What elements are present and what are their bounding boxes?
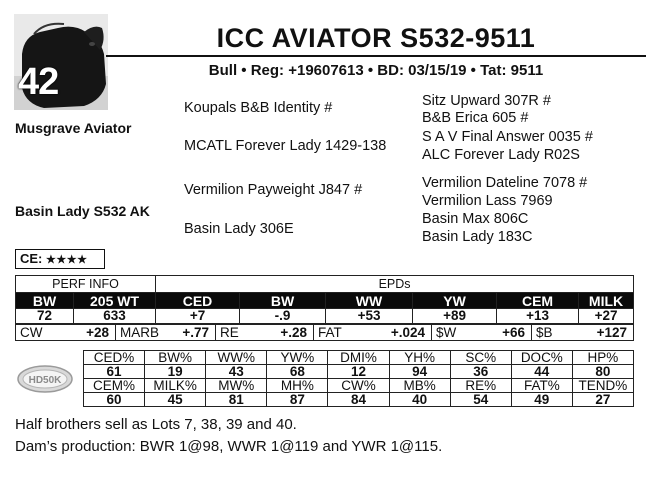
col-header: 205 WT <box>74 293 156 309</box>
hd50k-value: 44 <box>511 365 572 379</box>
sire-dam-dam: ALC Forever Lady R02S <box>422 147 580 163</box>
hd50k-table <box>83 350 634 407</box>
index-label: $B <box>536 324 553 340</box>
col-header: WW <box>326 293 413 309</box>
hd50k-header: MB% <box>389 379 450 393</box>
hd50k-header: HP% <box>572 351 633 365</box>
sire-sire-dam: B&B Erica 605 # <box>422 110 529 126</box>
hd50k-badge-text: HD50K <box>28 375 62 386</box>
hd50k-header: MH% <box>267 379 328 393</box>
lot-number: 42 <box>18 61 59 103</box>
value-cell: +89 <box>413 309 497 324</box>
index-value: +.77 <box>182 324 209 340</box>
hd50k-value: 87 <box>267 393 328 407</box>
hd50k-value: 49 <box>511 393 572 407</box>
hd50k-header: WW% <box>206 351 267 365</box>
hd50k-header: RE% <box>450 379 511 393</box>
index-value: +.024 <box>390 324 425 340</box>
hd50k-header: DMI% <box>328 351 389 365</box>
index-value: +66 <box>502 324 525 340</box>
index-cell-cw <box>16 325 116 341</box>
hd50k-header: CED% <box>84 351 145 365</box>
hd50k-value: 54 <box>450 393 511 407</box>
index-value: +127 <box>596 324 627 340</box>
index-value: +.28 <box>280 324 307 340</box>
hd50k-value: 84 <box>328 393 389 407</box>
col-header: MILK <box>579 293 634 309</box>
dam-dam-sire: Basin Max 806C <box>422 211 529 227</box>
col-header: YW <box>413 293 497 309</box>
hd50k-value: 27 <box>572 393 633 407</box>
dam-dam: Basin Lady 306E <box>184 221 294 237</box>
index-label: CW <box>20 324 43 340</box>
value-cell: +7 <box>156 309 240 324</box>
hd50k-logo-icon <box>16 364 74 394</box>
epd-table <box>15 275 634 324</box>
hd50k-header: SC% <box>450 351 511 365</box>
hd50k-value: 12 <box>328 365 389 379</box>
title-divider <box>106 55 646 57</box>
value-cell: 633 <box>74 309 156 324</box>
index-label: RE <box>220 324 239 340</box>
hd50k-value: 61 <box>84 365 145 379</box>
value-cell: 72 <box>16 309 74 324</box>
hd50k-header: DOC% <box>511 351 572 365</box>
perf-info-header: PERF INFO <box>16 276 156 293</box>
dam-sire-dam: Vermilion Lass 7969 <box>422 193 553 209</box>
animal-details: Bull • Reg: +19607613 • BD: 03/15/19 • Tat: 9511 <box>208 62 544 79</box>
hd50k-value: 43 <box>206 365 267 379</box>
value-cell: +53 <box>326 309 413 324</box>
hd50k-value: 81 <box>206 393 267 407</box>
value-cell: +27 <box>579 309 634 324</box>
epds-header: EPDs <box>156 276 634 293</box>
hd50k-header: YW% <box>267 351 328 365</box>
hd50k-header: CEM% <box>84 379 145 393</box>
sire-dam-sire: S A V Final Answer 0035 # <box>422 129 593 145</box>
hd50k-value: 94 <box>389 365 450 379</box>
calving-ease-label: CE: <box>20 251 43 266</box>
dam-dam-dam: Basin Lady 183C <box>422 229 533 245</box>
dam-sire-sire: Vermilion Dateline 7078 # <box>422 175 588 191</box>
hd50k-header: YH% <box>389 351 450 365</box>
hd50k-value: 19 <box>145 365 206 379</box>
index-label: $W <box>436 324 457 340</box>
hd50k-header: CW% <box>328 379 389 393</box>
dam-name: Basin Lady S532 AK <box>15 203 150 219</box>
hd50k-header: MILK% <box>145 379 206 393</box>
col-header: CED <box>156 293 240 309</box>
hd50k-value: 68 <box>267 365 328 379</box>
hd50k-value: 60 <box>84 393 145 407</box>
index-label: FAT <box>318 324 342 340</box>
sire-sire: Koupals B&B Identity # <box>184 100 333 116</box>
animal-name: ICC AVIATOR S532-9511 <box>216 23 536 53</box>
hd50k-value: 40 <box>389 393 450 407</box>
index-cell-fat <box>314 325 432 341</box>
calving-ease-box <box>15 249 105 269</box>
sire-dam: MCATL Forever Lady 1429-138 <box>184 138 387 154</box>
hd50k-header: FAT% <box>511 379 572 393</box>
sire-sire-sire: Sitz Upward 307R # <box>422 93 551 109</box>
hd50k-value: 45 <box>145 393 206 407</box>
hd50k-header: TEND% <box>572 379 633 393</box>
index-value: +28 <box>86 324 109 340</box>
index-label: MARB <box>120 324 160 340</box>
hd50k-value: 36 <box>450 365 511 379</box>
dam-sire: Vermilion Payweight J847 # <box>184 182 363 198</box>
sire-name: Musgrave Aviator <box>15 120 132 136</box>
index-cell-w <box>432 325 532 341</box>
footnote-dam-production: Dam’s production: BWR 1@98, WWR 1@119 and YWR 1@115. <box>15 438 443 455</box>
hd50k-header: BW% <box>145 351 206 365</box>
col-header: BW <box>240 293 326 309</box>
index-cell-b <box>532 325 634 341</box>
calving-ease-stars: ★★★★ <box>46 254 88 266</box>
hd50k-header: MW% <box>206 379 267 393</box>
value-cell: +13 <box>497 309 579 324</box>
index-cell-marb <box>116 325 216 341</box>
hd50k-value: 80 <box>572 365 633 379</box>
index-table <box>15 324 634 341</box>
col-header: BW <box>16 293 74 309</box>
footnote-half-brothers: Half brothers sell as Lots 7, 38, 39 and 40. <box>15 416 297 433</box>
value-cell: -.9 <box>240 309 326 324</box>
col-header: CEM <box>497 293 579 309</box>
index-cell-re <box>216 325 314 341</box>
